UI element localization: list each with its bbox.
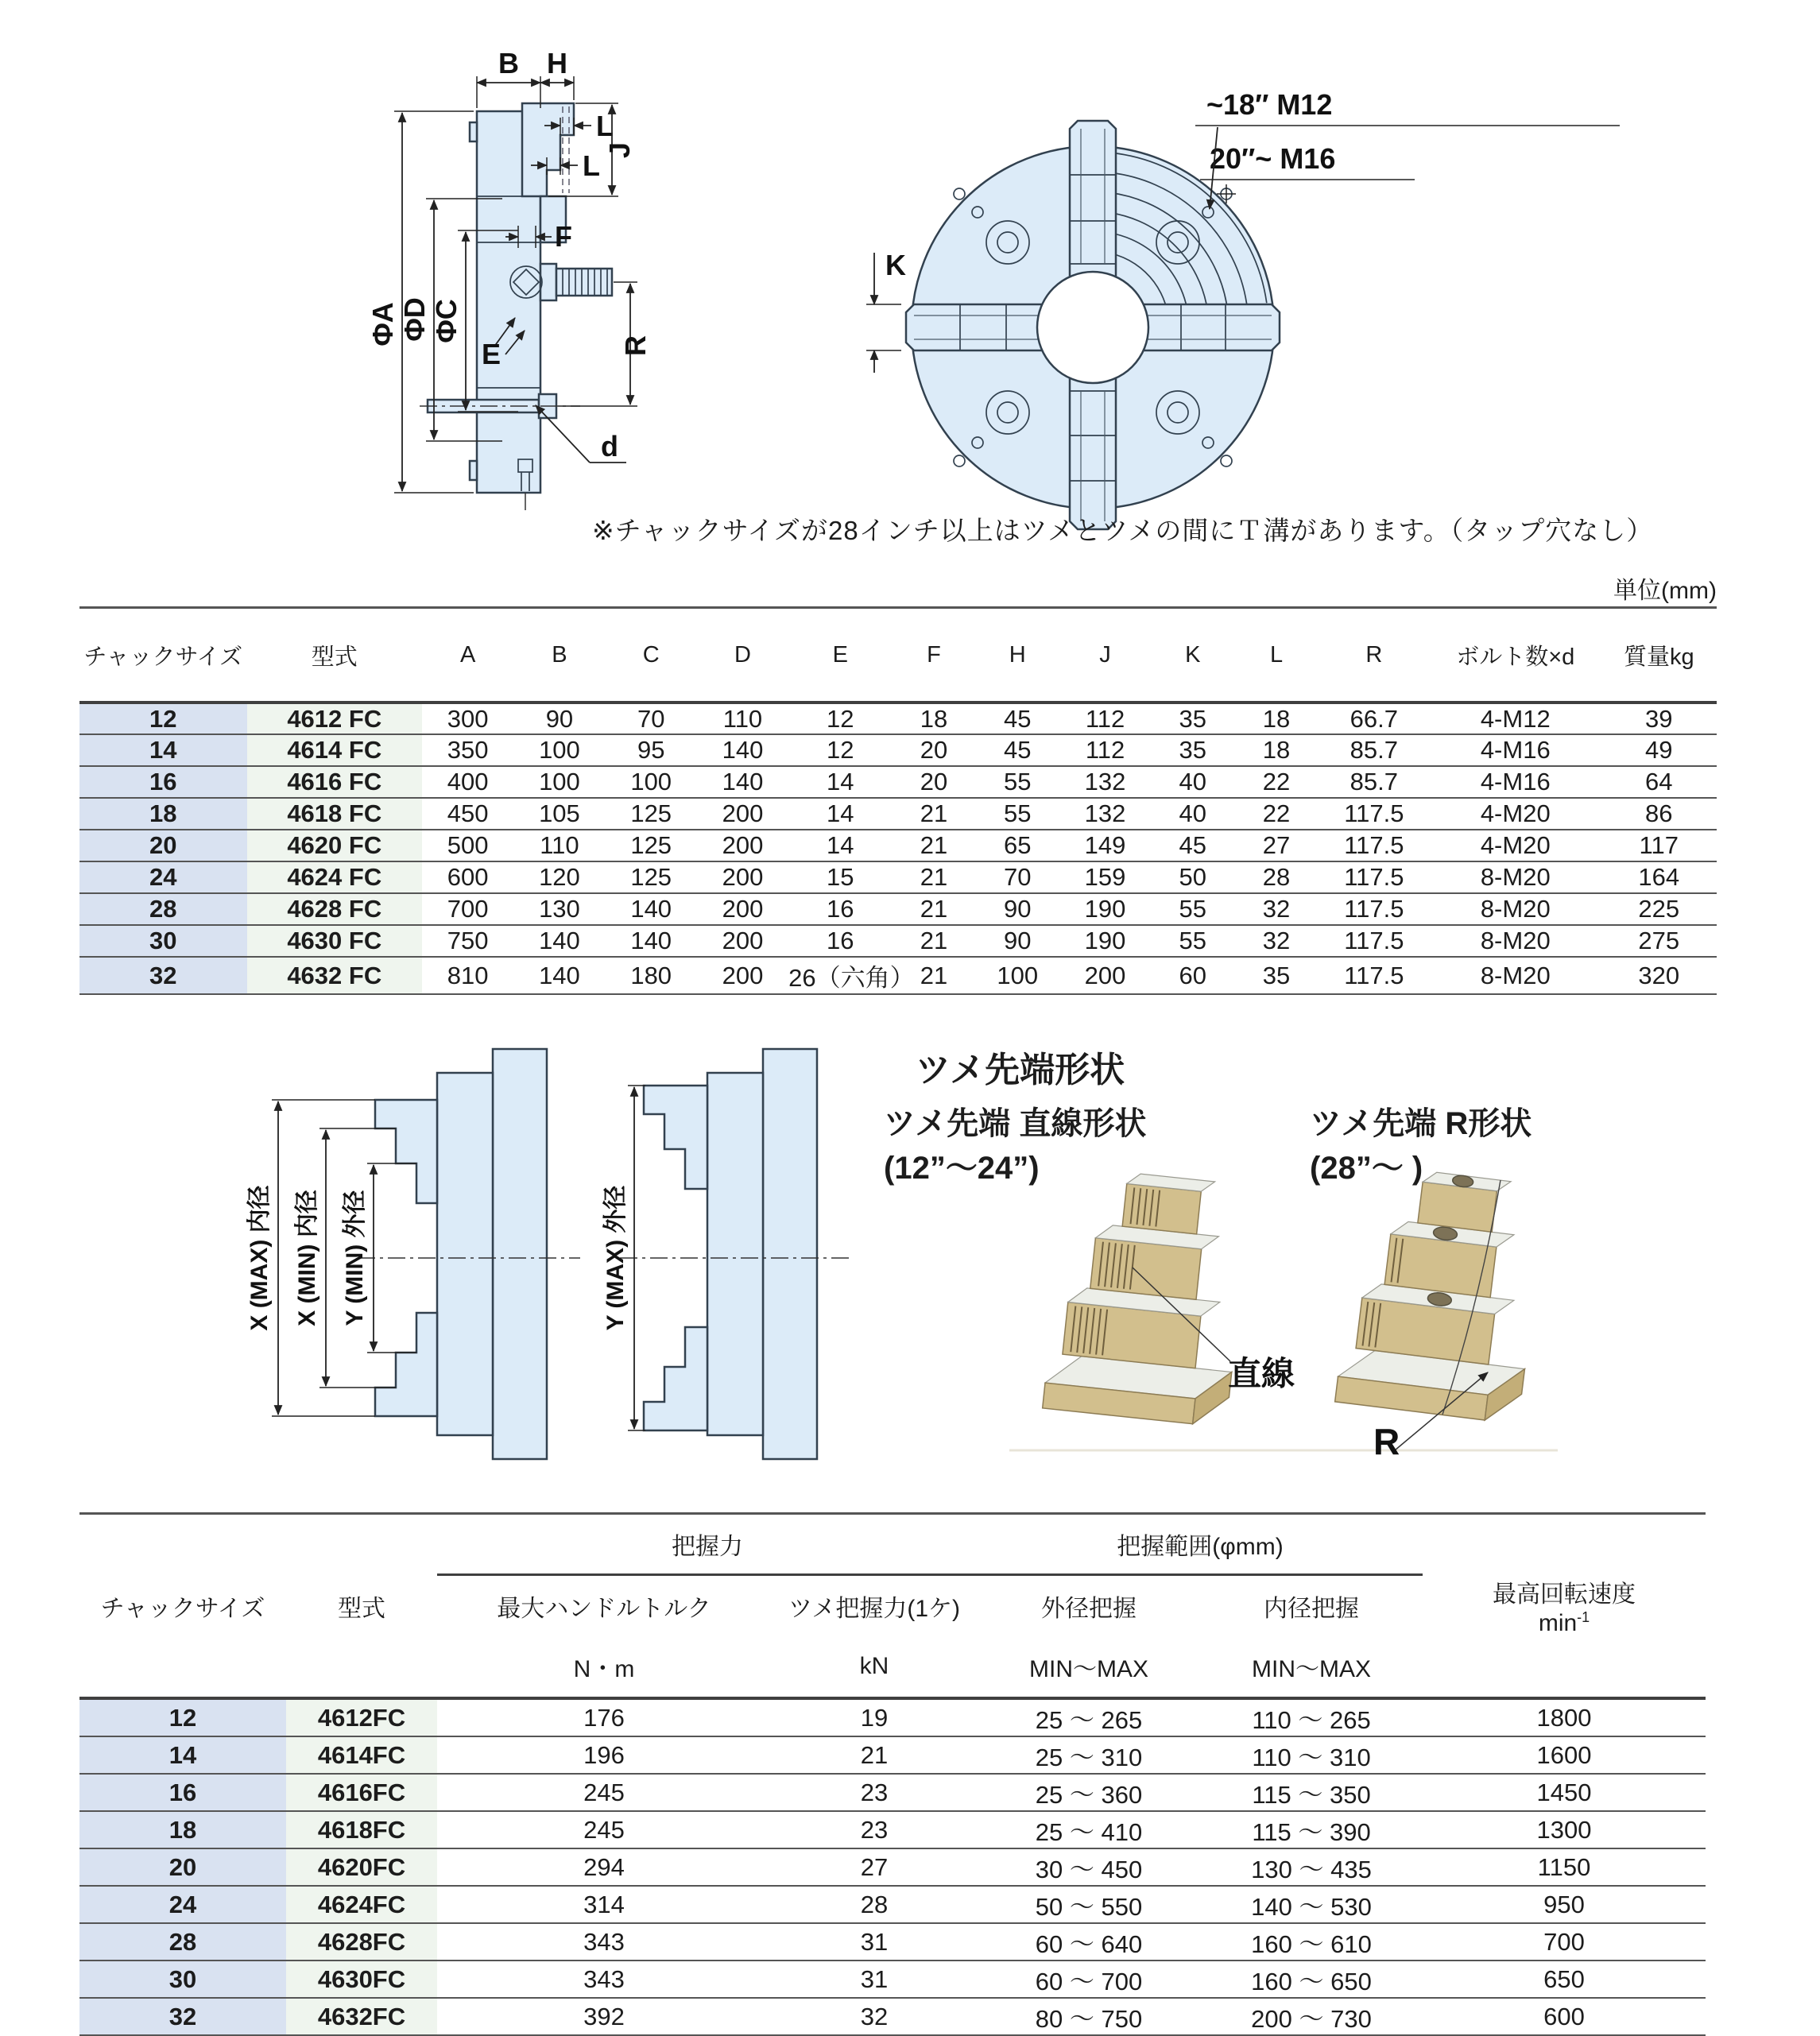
table1-cell: 140	[630, 895, 672, 923]
table1-cell: 12	[827, 736, 854, 764]
table1-cell: 117.5	[1344, 895, 1404, 923]
table1-header: H	[1009, 641, 1026, 668]
table1-cell: 14	[79, 734, 247, 766]
dim-label-d: d	[601, 430, 618, 463]
table2-cell: 176	[583, 1703, 625, 1732]
table2-cell: 23	[860, 1778, 889, 1806]
table1-cell: 140	[722, 736, 764, 764]
table1-cell: 140	[539, 927, 580, 954]
table1-cell: 64	[1645, 768, 1673, 795]
table1-cell: 4614 FC	[247, 734, 423, 766]
table1-cell: 20	[79, 830, 247, 861]
table2-header-id-unit: MIN～MAX	[1252, 1656, 1371, 1682]
table1-row	[79, 925, 1717, 957]
table1-cell: 50	[1179, 863, 1207, 891]
table1-cell: 65	[1004, 831, 1032, 859]
table1-cell: 117.5	[1344, 799, 1404, 827]
table2-cell: 110 ～ 310	[1252, 1744, 1371, 1771]
dim-label-phi-c: ΦC	[430, 299, 463, 343]
table2-cell: 4632FC	[286, 1998, 437, 2035]
table2-cell: 4618FC	[286, 1811, 437, 1848]
table2-cell: 30	[79, 1961, 286, 1998]
table2-cell: 25 ～ 265	[1035, 1706, 1143, 1734]
table1-cell: 86	[1645, 799, 1673, 827]
table1-cell: 200	[722, 895, 764, 923]
table1-cell: 190	[1084, 927, 1126, 954]
table1-cell: 21	[920, 895, 948, 923]
jaw-shape-title: ツメ先端形状	[916, 1051, 1125, 1090]
table2-header-model: 型式	[338, 1595, 385, 1622]
table1-header: F	[927, 641, 941, 668]
table1-cell: 55	[1179, 927, 1207, 954]
table2-header-od: 外径把握	[1041, 1596, 1137, 1622]
table2-header-id: 内径把握	[1264, 1596, 1359, 1622]
dim-label-r: R	[619, 335, 652, 356]
table1-cell: 12	[79, 703, 247, 734]
table1-cell: 90	[1004, 895, 1032, 923]
table1-cell: 275	[1638, 927, 1680, 954]
table1-cell: 4-M20	[1480, 831, 1551, 859]
side-view-svg	[238, 32, 890, 540]
jaw-photos-svg	[986, 1132, 1780, 1478]
table1-cell: 40	[1179, 799, 1207, 827]
table1-cell: 132	[1084, 768, 1126, 795]
jaw-radius-callout: R	[1373, 1421, 1400, 1462]
table1-cell: 55	[1179, 895, 1207, 923]
table2-cell: 4620FC	[286, 1848, 437, 1886]
table1-cell: 700	[447, 895, 489, 923]
table2-cell: 20	[79, 1848, 286, 1886]
dimensions-table	[79, 606, 1717, 995]
thread-note-top: ~18″ M12	[1206, 88, 1333, 121]
table1-header: チャックサイズ	[83, 644, 243, 670]
table2-row	[79, 1811, 1706, 1848]
table2-cell: 4616FC	[286, 1774, 437, 1811]
table1-cell: 110	[722, 704, 763, 733]
table1-cell: 125	[630, 863, 672, 891]
table1-cell: 112	[1085, 704, 1125, 733]
table1-cell: 8-M20	[1480, 961, 1551, 989]
table1-cell: 16	[79, 766, 247, 798]
table2-row	[79, 1998, 1706, 2035]
dim-label-f: F	[555, 220, 572, 253]
table1-cell: 100	[539, 736, 580, 764]
table1-cell: 200	[722, 863, 764, 891]
table1-cell: 4624 FC	[247, 861, 423, 893]
table1-cell: 4-M12	[1480, 704, 1551, 733]
table1-cell: 66.7	[1350, 704, 1398, 733]
table1-cell: 45	[1179, 831, 1207, 859]
table1-row	[79, 766, 1717, 798]
table1-header: E	[832, 641, 848, 668]
table1-cell: 14	[827, 799, 854, 827]
table2-cell: 110 ～ 265	[1252, 1706, 1371, 1734]
table2-cell: 4630FC	[286, 1961, 437, 1998]
table1-header: 型式	[311, 644, 358, 670]
table1-cell: 100	[997, 961, 1039, 989]
dim-label-l-top: L	[596, 110, 614, 142]
table1-header: L	[1269, 641, 1284, 668]
table2-cell: 343	[583, 1927, 625, 1956]
thread-note-bottom: 20″~ M16	[1210, 142, 1336, 175]
side-view-drawing	[238, 32, 890, 540]
table1-cell: 18	[1262, 736, 1291, 764]
table1-cell: 4632 FC	[247, 957, 423, 994]
table2-header-row1	[79, 1514, 1706, 1575]
grip-range-diagram	[119, 1032, 914, 1488]
table2-cell: 130 ～ 435	[1251, 1856, 1372, 1883]
table1-cell: 400	[447, 768, 489, 795]
table1-cell: 600	[447, 863, 489, 891]
table1-row	[79, 798, 1717, 830]
table2-header-od-unit: MIN～MAX	[1029, 1656, 1148, 1682]
table1-cell: 4616 FC	[247, 766, 423, 798]
table2-cell: 23	[860, 1815, 889, 1844]
table1-cell: 8-M20	[1480, 927, 1551, 954]
table1-header: D	[734, 641, 751, 668]
table2-cell: 4628FC	[286, 1923, 437, 1961]
table1-cell: 21	[920, 961, 948, 989]
unit-label: 単位(mm)	[1613, 578, 1717, 604]
table1-cell: 28	[79, 893, 247, 925]
table1-cell: 12	[827, 704, 854, 733]
table2-cell: 19	[860, 1703, 889, 1732]
table1-cell: 60	[1179, 961, 1207, 989]
table1-cell: 15	[827, 863, 854, 891]
table1-cell: 117.5	[1344, 927, 1404, 954]
table2-cell: 600	[1543, 2002, 1585, 2030]
jaw-straight-line1: ツメ先端 直線形状	[884, 1106, 1147, 1141]
table1-cell: 4618 FC	[247, 798, 423, 830]
table2-header-size: チャックサイズ	[100, 1595, 265, 1622]
table1-header: B	[552, 641, 567, 668]
table1-cell: 4612 FC	[247, 703, 423, 734]
jaw-photos	[986, 1132, 1780, 1478]
table1-cell: 85.7	[1350, 736, 1398, 764]
table1-cell: 49	[1645, 736, 1673, 764]
table1-row	[79, 861, 1717, 893]
table2-cell: 650	[1543, 1964, 1585, 1993]
table1-cell: 164	[1638, 863, 1680, 891]
table1-row	[79, 830, 1717, 861]
table1-cell: 125	[630, 831, 672, 859]
table2-header-speed	[1423, 1514, 1706, 1699]
table1-cell: 140	[722, 768, 764, 795]
table1-cell: 117.5	[1344, 831, 1404, 859]
table1-cell: 125	[630, 799, 672, 827]
table2-cell: 1300	[1536, 1815, 1592, 1844]
table1-header: C	[642, 641, 660, 668]
dim-label-k: K	[885, 249, 906, 281]
dim-label-h: H	[547, 47, 567, 79]
dimension-note: ※チャックサイズが28インチ以上はツメとツメの間にＴ溝があります。（タップ穴なし）	[592, 516, 1654, 545]
table2-cell: 18	[79, 1811, 286, 1848]
table1-cell: 4-M16	[1480, 736, 1551, 764]
table2-cell: 115 ～ 390	[1252, 1818, 1371, 1846]
grip-label-y-min: Y (MIN) 外径	[342, 1190, 368, 1326]
table1-cell: 26（六角）	[788, 964, 915, 992]
jaw-radius-line1: ツメ先端 R形状	[1310, 1106, 1532, 1141]
straight-jaw-photo	[1043, 1167, 1252, 1428]
table1-cell: 100	[630, 768, 672, 795]
table2-cell: 700	[1543, 1927, 1585, 1956]
table1-cell: 200	[722, 831, 764, 859]
dim-label-l-mid: L	[583, 149, 600, 182]
table2-cell: 31	[860, 1964, 889, 1993]
grip-label-x-min: X (MIN) 内径	[294, 1190, 320, 1326]
table1-cell: 132	[1084, 799, 1126, 827]
table1-cell: 200	[1084, 961, 1126, 989]
table1-cell: 112	[1085, 736, 1125, 764]
table2-cell: 4614FC	[286, 1736, 437, 1774]
dim-label-phi-d: ΦD	[398, 297, 431, 342]
table2-cell: 25 ～ 360	[1035, 1781, 1143, 1809]
table1-row	[79, 734, 1717, 766]
table2-cell: 16	[79, 1774, 286, 1811]
table1-cell: 95	[637, 736, 665, 764]
table2-cell: 60 ～ 700	[1035, 1968, 1143, 1995]
table1-cell: 70	[1004, 863, 1032, 891]
table2-header-jaw-grip-unit: kN	[859, 1653, 889, 1679]
table1-cell: 21	[920, 831, 948, 859]
table1-cell: 27	[1262, 831, 1291, 859]
table1-cell: 20	[920, 768, 948, 795]
jaw-straight-callout: 直線	[1228, 1355, 1295, 1392]
table1-cell: 105	[539, 799, 580, 827]
table2-cell: 314	[583, 1890, 625, 1918]
table2-cell: 245	[583, 1778, 625, 1806]
table1-cell: 16	[827, 927, 854, 954]
table1-cell: 130	[539, 895, 580, 923]
table1-body	[79, 703, 1717, 994]
table1-cell: 200	[722, 799, 764, 827]
table2-row	[79, 1774, 1706, 1811]
table1-header-row	[79, 608, 1717, 703]
table2-cell: 196	[583, 1740, 625, 1769]
table2-cell: 50 ～ 550	[1035, 1893, 1143, 1921]
table1-cell: 55	[1004, 799, 1032, 827]
table2-header-grip-group: 把握力	[437, 1514, 978, 1575]
table1-header: A	[459, 641, 476, 668]
handle-screw	[556, 269, 612, 296]
table2-cell: 950	[1543, 1890, 1585, 1918]
table2-row	[79, 1886, 1706, 1923]
table2-cell: 294	[583, 1852, 625, 1881]
dim-label-b: B	[498, 47, 519, 79]
table1-cell: 225	[1638, 895, 1680, 923]
table1-cell: 90	[1004, 927, 1032, 954]
table1-row	[79, 893, 1717, 925]
table1-cell: 159	[1084, 863, 1126, 891]
table2-cell: 1150	[1537, 1852, 1591, 1881]
grip-range-svg	[119, 1032, 914, 1488]
table2-cell: 32	[860, 2002, 889, 2030]
table1-cell: 117	[1639, 831, 1679, 859]
front-view-drawing	[858, 48, 1637, 540]
table2-header-torque-unit: N・m	[573, 1656, 635, 1682]
table2-cell: 28	[860, 1890, 889, 1918]
table1-cell: 4-M20	[1480, 799, 1551, 827]
center-bore	[1037, 272, 1148, 383]
table2-cell: 30 ～ 450	[1035, 1856, 1143, 1883]
table1-header: K	[1185, 641, 1201, 668]
table1-cell: 45	[1004, 736, 1032, 764]
table1-cell: 200	[722, 927, 764, 954]
table2-cell: 21	[860, 1740, 889, 1769]
table2-cell: 140 ～ 530	[1251, 1893, 1372, 1921]
table1-cell: 350	[447, 736, 489, 764]
table2-cell: 392	[583, 2002, 625, 2030]
table1-cell: 55	[1004, 768, 1032, 795]
grip-label-x-max: X (MAX) 内径	[246, 1185, 273, 1331]
table1-cell: 110	[540, 831, 579, 859]
table2-cell: 1800	[1536, 1703, 1592, 1732]
table1-cell: 450	[447, 799, 489, 827]
table2-cell: 1600	[1536, 1740, 1592, 1769]
table1-cell: 140	[630, 927, 672, 954]
table1-cell: 810	[447, 961, 489, 989]
front-view-svg	[858, 48, 1637, 540]
table2-row	[79, 1923, 1706, 1961]
table1-cell: 18	[79, 798, 247, 830]
table2-cell: 24	[79, 1886, 286, 1923]
table1-cell: 21	[920, 863, 948, 891]
spec-table	[79, 1512, 1706, 2036]
table1-row	[79, 703, 1717, 734]
table1-cell: 4620 FC	[247, 830, 423, 861]
table1-cell: 24	[79, 861, 247, 893]
table1-cell: 8-M20	[1480, 863, 1551, 891]
table1-cell: 14	[827, 831, 854, 859]
table1-cell: 100	[539, 768, 580, 795]
table2-cell: 115 ～ 350	[1252, 1781, 1371, 1809]
table1-cell: 4-M16	[1480, 768, 1551, 795]
table2-cell: 4612FC	[286, 1698, 437, 1736]
table2-cell: 12	[79, 1698, 286, 1736]
table1-cell: 22	[1262, 799, 1291, 827]
table2-row	[79, 1736, 1706, 1774]
table1-cell: 16	[827, 895, 854, 923]
table1-cell: 117.5	[1344, 961, 1404, 989]
table2-header-speed-line1: 最高回転速度	[1493, 1581, 1636, 1608]
table1-cell: 117.5	[1344, 863, 1404, 891]
table2-cell: 14	[79, 1736, 286, 1774]
table1-cell: 35	[1262, 961, 1291, 989]
table1-cell: 35	[1179, 736, 1207, 764]
table2-cell: 80 ～ 750	[1035, 2005, 1143, 2033]
table1-header: R	[1365, 641, 1383, 668]
table2-cell: 4624FC	[286, 1886, 437, 1923]
table2-cell: 27	[860, 1852, 889, 1881]
table2-cell: 25 ～ 310	[1035, 1744, 1143, 1771]
table1-cell: 120	[539, 863, 580, 891]
table1-header: 質量kg	[1623, 644, 1694, 670]
top-jaw-section	[522, 103, 574, 196]
table1-cell: 20	[920, 736, 948, 764]
table1-cell: 4628 FC	[247, 893, 423, 925]
table1-row	[79, 957, 1717, 994]
table1-cell: 18	[920, 704, 948, 733]
table1-cell: 18	[1262, 704, 1291, 733]
table2-cell: 245	[583, 1815, 625, 1844]
table1-cell: 30	[79, 925, 247, 957]
table2-cell: 25 ～ 410	[1035, 1818, 1143, 1846]
grip-label-y-max: Y (MAX) 外径	[602, 1185, 629, 1331]
table1-cell: 32	[79, 957, 247, 994]
table1-cell: 8-M20	[1480, 895, 1551, 923]
table2-cell: 160 ～ 610	[1251, 1930, 1372, 1958]
table1-cell: 70	[637, 704, 665, 733]
dim-label-j: J	[603, 141, 636, 159]
table2-header-jaw-grip: ツメ把握力(1ケ)	[788, 1596, 961, 1622]
table2-row	[79, 1961, 1706, 1998]
dim-label-e: E	[482, 338, 501, 370]
jaw-radius-line2: (28”～ )	[1310, 1151, 1423, 1186]
table1-cell: 32	[1262, 927, 1291, 954]
table1-cell: 35	[1179, 704, 1207, 733]
table2-cell: 160 ～ 650	[1251, 1968, 1372, 1995]
table1-cell: 39	[1645, 704, 1673, 733]
table2-cell: 31	[860, 1927, 889, 1956]
table1-cell: 140	[539, 961, 580, 989]
table1-cell: 28	[1262, 863, 1291, 891]
table2-row	[79, 1848, 1706, 1886]
table1-cell: 149	[1084, 831, 1126, 859]
table1-cell: 22	[1262, 768, 1291, 795]
radius-jaw-photo	[1335, 1163, 1547, 1424]
table1-cell: 190	[1084, 895, 1126, 923]
table2-header-torque: 最大ハンドルトルク	[497, 1596, 711, 1622]
table2-cell: 1450	[1536, 1778, 1592, 1806]
table1-header: J	[1099, 641, 1111, 668]
table1-cell: 750	[447, 927, 489, 954]
table1-cell: 45	[1004, 704, 1032, 733]
table1-header: ボルト数×d	[1456, 644, 1575, 670]
table1-cell: 320	[1638, 961, 1680, 989]
table1-cell: 85.7	[1350, 768, 1398, 795]
dim-label-phi-a: ΦA	[366, 302, 399, 346]
table1-cell: 21	[920, 927, 948, 954]
table2-cell: 60 ～ 640	[1035, 1930, 1143, 1958]
table2-cell: 343	[583, 1964, 625, 1993]
table1-cell: 4630 FC	[247, 925, 423, 957]
table1-cell: 21	[920, 799, 948, 827]
table1-cell: 32	[1262, 895, 1291, 923]
table1-cell: 500	[447, 831, 489, 859]
table1-cell: 180	[630, 961, 672, 989]
table2-row	[79, 1698, 1706, 1736]
table2-cell: 32	[79, 1998, 286, 2035]
jaw-straight-line2: (12”～24”)	[884, 1151, 1040, 1186]
table1-cell: 200	[722, 961, 764, 989]
table1-cell: 90	[545, 704, 574, 733]
table1-cell: 40	[1179, 768, 1207, 795]
table2-header-range-group: 把握範囲(φmm)	[978, 1514, 1423, 1575]
table1-cell: 300	[447, 704, 489, 733]
table1-cell: 14	[827, 768, 854, 795]
table2-body	[79, 1698, 1706, 2035]
table2-header-speed-line2: $\min^{-1}$	[1538, 1609, 1590, 1636]
table2-cell: 200 ～ 730	[1251, 2005, 1372, 2033]
table2-cell: 28	[79, 1923, 286, 1961]
